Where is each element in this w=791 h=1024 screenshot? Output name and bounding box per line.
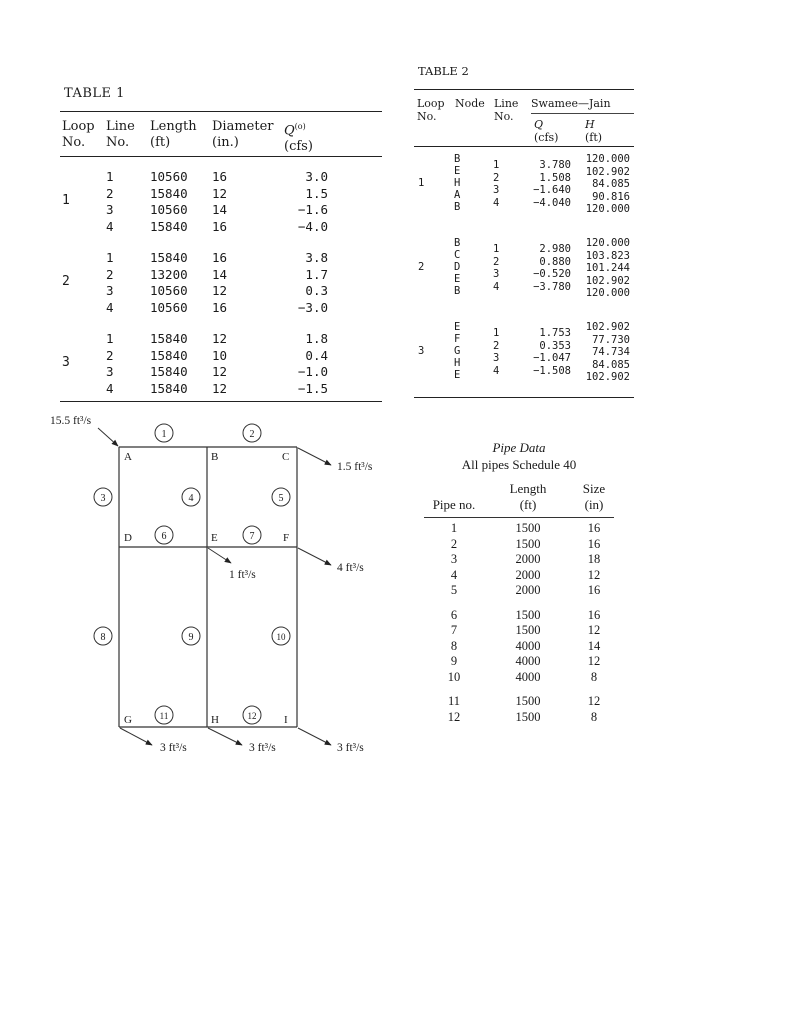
flow-arrows <box>98 428 331 745</box>
pipe-7-label: 7 <box>249 531 255 542</box>
table-1-cell-diameter: 14 <box>212 266 228 282</box>
pipe-9-label: 9 <box>188 632 194 643</box>
pipe-numbers <box>100 429 290 721</box>
table-2-line-no: 3 <box>493 352 500 364</box>
header-diameter-label: Diameter <box>212 119 274 134</box>
header-length-label: Length <box>150 119 197 134</box>
node-d: D <box>124 532 132 544</box>
table-1-cell-diameter: 12 <box>212 283 228 298</box>
t2-header-q-symbol: Q <box>534 118 544 131</box>
table-2-header <box>414 90 634 146</box>
pipe-data-cell-size: 16 <box>587 521 601 535</box>
table-1-cell-diameter: 12 <box>212 380 228 396</box>
pipe-3-label: 3 <box>100 493 106 504</box>
pipe-6-label: 6 <box>161 531 167 542</box>
header-q-unit: (cfs) <box>284 139 313 155</box>
pipe-data-cell-size: 16 <box>587 607 601 622</box>
pipe-network-diagram <box>40 410 410 770</box>
inflow-arrow <box>98 428 118 446</box>
pipe-data-cell-pipe: 3 <box>450 552 458 566</box>
table-2-line-no: 1 <box>493 159 500 171</box>
table-2-h-value: 84.085 <box>592 178 630 190</box>
table-2-loop-number: 2 <box>418 261 425 273</box>
table-2-h-value: 120.000 <box>585 287 630 299</box>
table-1-row <box>60 283 382 299</box>
table-1-cell-q: −1.6 <box>297 202 328 217</box>
table-1-bottom-rule <box>60 401 382 402</box>
header-line-unit: No. <box>106 135 130 150</box>
table-1-row <box>60 331 382 347</box>
table-1-cell-line: 1 <box>106 331 114 346</box>
pipe-data-cell-pipe: 7 <box>450 623 458 637</box>
t2-header-line-label: Line <box>494 97 519 110</box>
table-2-h-value: 120.000 <box>585 153 630 165</box>
pipe-data-row <box>424 568 614 584</box>
table-1-cell-length: 15840 <box>150 380 188 396</box>
pipe-data-row <box>424 694 614 710</box>
inflow-label: 15.5 ft³/s <box>50 415 92 427</box>
table-2-line-no: 1 <box>493 243 500 255</box>
table-2-node: A <box>454 189 461 201</box>
pipe-11-label: 11 <box>159 711 169 721</box>
pipe-data-cell-size: 18 <box>587 552 601 566</box>
pipe-data-row <box>424 623 614 639</box>
pipe-data-cell-size: 12 <box>587 567 601 582</box>
t2-header-h-unit: (ft) <box>585 131 603 144</box>
outflow-arrow-f <box>298 548 331 565</box>
table-2-q-value: −1.640 <box>533 184 571 196</box>
table-2-q-value: −3.780 <box>533 280 571 293</box>
table-2-bottom-rule <box>414 397 634 398</box>
table-1-cell-diameter: 16 <box>212 169 228 184</box>
pipe-data-body <box>424 521 614 725</box>
pipe-12-label: 12 <box>247 711 257 721</box>
t2-header-method: Swamee—Jain <box>531 97 611 110</box>
table-2-line-no: 1 <box>493 327 500 339</box>
table-1-cell-length: 10560 <box>150 169 188 184</box>
pipe-5-label: 5 <box>278 493 284 504</box>
pipe-data-cell-pipe: 12 <box>447 709 461 724</box>
pd-header-length <box>498 481 558 513</box>
table-2-node: E <box>454 165 461 177</box>
table-2-h-value: 90.816 <box>592 190 630 203</box>
t2-header-h <box>585 118 602 144</box>
pipe-data-cell-length: 2000 <box>515 583 541 597</box>
table-1-row <box>60 250 382 266</box>
pipe-data-row <box>424 537 614 553</box>
table-1-cell-diameter: 16 <box>212 299 228 315</box>
table-1-cell-q: −3.0 <box>297 299 328 315</box>
pipe-data-row <box>424 710 614 726</box>
table-2-line-no: 4 <box>493 364 500 377</box>
pipe-data-cell-length: 1500 <box>515 709 541 724</box>
table-2-q-value: −0.520 <box>533 268 571 280</box>
pipe-data-header <box>424 481 614 515</box>
pd-header-length-unit: (ft) <box>519 497 537 512</box>
table-2-line-no: 3 <box>493 268 500 280</box>
table-1-cell-length: 15840 <box>150 331 188 346</box>
table-1-row <box>60 381 382 397</box>
table-2-line-no: 2 <box>493 339 500 352</box>
header-diameter-unit: (in.) <box>212 135 239 150</box>
t2-header-line <box>494 97 518 123</box>
pipe-data-group-gap <box>424 685 614 694</box>
table-1-cell-line: 4 <box>106 380 114 396</box>
outflow-arrow-c <box>298 448 331 465</box>
header-q-symbol: Q <box>284 123 295 139</box>
table-2-h-value: 120.000 <box>585 203 630 215</box>
outflow-arrow-i <box>298 728 331 745</box>
table-2-node: H <box>454 357 461 369</box>
table-2-h-value: 102.902 <box>585 371 630 383</box>
pd-header-size-label: Size <box>582 481 606 496</box>
table-1-cell-diameter: 16 <box>212 218 228 234</box>
node-b: B <box>211 451 219 463</box>
node-e: E <box>211 532 218 544</box>
table-2-h-value: 120.000 <box>585 237 630 249</box>
pipe-data-cell-length: 4000 <box>515 669 541 684</box>
table-1-cell-length: 10560 <box>150 299 188 315</box>
table-2-q-value: 1.753 <box>539 327 571 339</box>
pipe-data-cell-length: 2000 <box>515 567 541 582</box>
pipe-data-row <box>424 521 614 537</box>
table-2-line-no: 4 <box>493 196 500 209</box>
table-1-cell-diameter: 12 <box>212 331 228 346</box>
table-1-cell-line: 3 <box>106 364 114 379</box>
table-2-node: B <box>454 153 461 165</box>
table-2-caption: TABLE 2 <box>418 64 469 78</box>
header-length-unit: (ft) <box>150 135 171 150</box>
t2-header-node: Node <box>455 97 485 110</box>
table-1-cell-diameter: 10 <box>212 347 228 363</box>
pipe-data-row <box>424 639 614 655</box>
pipe-data-cell-size: 12 <box>587 694 601 708</box>
table-2-h-value: 102.902 <box>585 321 630 333</box>
pipe-2-label: 2 <box>249 429 255 440</box>
table-1-cell-q: 3.0 <box>305 169 328 184</box>
table-1-body <box>60 157 382 401</box>
pipe-data-cell-length: 1500 <box>515 521 541 535</box>
pipe-8-label: 8 <box>100 632 106 643</box>
table-2-q-value: 0.353 <box>539 339 571 352</box>
t2-header-loop <box>417 97 445 123</box>
pipe-data-cell-size: 16 <box>587 583 601 597</box>
table-1-cell-length: 15840 <box>150 218 188 234</box>
pipe-data-cell-pipe: 11 <box>447 694 461 708</box>
table-2-q-value: 2.980 <box>539 243 571 255</box>
table-2 <box>414 64 634 398</box>
header-q-superscript: (o) <box>294 122 306 131</box>
pipe-data-cell-size: 12 <box>587 654 601 668</box>
pipe-number-circles <box>94 424 290 724</box>
t2-header-q <box>534 118 558 144</box>
pipe-data-cell-length: 1500 <box>515 536 541 551</box>
table-1-cell-line: 2 <box>106 266 114 282</box>
pipe-data-subtitle: All pipes Schedule 40 <box>461 457 577 472</box>
pipe-data-rule <box>424 517 614 518</box>
pipe-4-label: 4 <box>188 493 194 504</box>
pd-header-size <box>574 481 614 513</box>
pipe-data-row <box>424 583 614 599</box>
outflow-label-c: 1.5 ft³/s <box>337 461 373 473</box>
table-1-row <box>60 267 382 283</box>
table-1-loop-number: 1 <box>62 193 70 208</box>
table-1-cell-diameter: 12 <box>212 185 228 201</box>
table-2-h-value: 74.734 <box>592 346 630 358</box>
table-2-q-value: 0.880 <box>539 255 571 268</box>
table-2-node: E <box>454 273 461 285</box>
pipe-data-cell-pipe: 4 <box>450 567 458 582</box>
pipe-data-cell-length: 4000 <box>515 638 541 653</box>
outflow-label-g: 3 ft³/s <box>160 742 187 754</box>
table-2-node: B <box>454 201 461 213</box>
table-1-cell-line: 1 <box>106 250 114 265</box>
pipe-data-cell-length: 1500 <box>515 694 541 708</box>
table-2-node: D <box>454 261 461 273</box>
table-1-cell-q: −1.5 <box>297 380 328 396</box>
table-1-cell-q: −4.0 <box>297 218 328 234</box>
pipe-data-cell-size: 14 <box>587 638 601 653</box>
pipe-data-row <box>424 552 614 568</box>
table-2-q-value: −1.508 <box>533 364 571 377</box>
table-2-h-value: 102.902 <box>585 274 630 287</box>
outflow-arrow-e <box>208 548 231 563</box>
table-1-row <box>60 300 382 316</box>
table-1-row <box>60 364 382 380</box>
table-2-node: C <box>454 249 461 261</box>
table-1-cell-q: 0.3 <box>305 283 328 298</box>
header-length <box>150 119 197 151</box>
table-1 <box>60 86 382 402</box>
table-1-cell-line: 2 <box>106 185 114 201</box>
pipe-data-cell-pipe: 10 <box>447 669 461 684</box>
table-1-cell-q: 3.8 <box>305 250 328 265</box>
pipe-10-label: 10 <box>276 632 286 642</box>
pipe-data-cell-length: 1500 <box>515 607 541 622</box>
table-1-cell-length: 15840 <box>150 364 188 379</box>
table-1-cell-length: 13200 <box>150 266 188 282</box>
table-1-cell-q: 1.5 <box>305 185 328 201</box>
table-1-cell-line: 3 <box>106 283 114 298</box>
table-1-cell-line: 1 <box>106 169 114 184</box>
table-2-node: F <box>454 333 461 345</box>
pd-header-length-label: Length <box>509 481 547 496</box>
table-1-cell-length: 15840 <box>150 250 188 265</box>
table-2-q-value: 3.780 <box>539 159 571 171</box>
node-h: H <box>211 714 219 726</box>
table-2-node: E <box>454 369 461 381</box>
outflow-arrow-h <box>208 728 242 745</box>
pipe-data-cell-size: 12 <box>587 623 601 637</box>
flow-labels <box>50 415 373 754</box>
table-1-caption: TABLE 1 <box>64 86 125 101</box>
table-2-q-value: 1.508 <box>539 171 571 184</box>
table-1-cell-length: 10560 <box>150 283 188 298</box>
node-i: I <box>284 714 288 726</box>
pipe-data-row <box>424 670 614 686</box>
pipe-data-cell-pipe: 5 <box>450 583 458 597</box>
header-line-no <box>106 119 135 151</box>
table-1-cell-length: 15840 <box>150 185 188 201</box>
table-2-node: B <box>454 285 461 297</box>
table-1-cell-q: 1.7 <box>305 266 328 282</box>
t2-header-line-unit: No. <box>494 110 514 123</box>
table-2-h-value: 77.730 <box>592 333 630 346</box>
table-2-body <box>414 147 634 397</box>
table-1-cell-line: 3 <box>106 202 114 217</box>
t2-header-h-symbol: H <box>585 118 595 131</box>
table-2-node: H <box>454 177 461 189</box>
pipe-data-row <box>424 654 614 670</box>
node-a: A <box>124 451 132 463</box>
table-2-loop-number: 3 <box>418 345 425 357</box>
node-g: G <box>124 714 132 726</box>
pipe-data-cell-size: 16 <box>587 536 601 551</box>
pd-header-size-unit: (in) <box>584 497 604 512</box>
table-1-cell-q: −1.0 <box>297 364 328 379</box>
pd-header-pipe: Pipe no. <box>432 497 476 512</box>
table-1-row <box>60 169 382 185</box>
pipe-data-cell-length: 2000 <box>515 552 541 566</box>
t2-header-loop-label: Loop <box>417 97 445 110</box>
header-loop-no <box>62 119 95 151</box>
pipe-data-cell-pipe: 1 <box>450 521 458 535</box>
t2-header-subrule <box>531 113 634 114</box>
table-2-line-no: 3 <box>493 184 500 196</box>
pipe-data-group-gap <box>424 599 614 608</box>
header-loop-label: Loop <box>62 119 95 134</box>
pipe-data-cell-size: 8 <box>590 669 598 684</box>
table-2-node: E <box>454 321 461 333</box>
table-1-cell-diameter: 14 <box>212 202 228 217</box>
pipe-data-cell-pipe: 2 <box>450 536 458 551</box>
node-c: C <box>282 451 290 463</box>
pipe-lines <box>119 447 297 727</box>
node-f: F <box>283 532 290 544</box>
outflow-label-h: 3 ft³/s <box>249 742 276 754</box>
table-1-cell-q: 1.8 <box>305 331 328 346</box>
table-1-cell-q: 0.4 <box>305 347 328 363</box>
header-q <box>284 119 313 155</box>
pipe-data-cell-pipe: 9 <box>450 654 458 668</box>
pipe-data-cell-length: 4000 <box>515 654 541 668</box>
table-2-h-value: 102.902 <box>585 165 630 178</box>
table-2-q-value: −4.040 <box>533 196 571 209</box>
table-2-h-value: 101.244 <box>585 262 630 274</box>
table-1-cell-length: 15840 <box>150 347 188 363</box>
table-2-node: G <box>454 345 461 357</box>
table-1-cell-line: 4 <box>106 299 114 315</box>
table-2-line-no: 2 <box>493 171 500 184</box>
table-1-row <box>60 348 382 364</box>
table-1-cell-length: 10560 <box>150 202 188 217</box>
table-1-cell-diameter: 12 <box>212 364 228 379</box>
pipe-data-cell-pipe: 6 <box>450 607 458 622</box>
table-2-h-value: 103.823 <box>585 249 630 262</box>
header-diameter <box>212 119 273 151</box>
table-2-h-value: 84.085 <box>592 358 630 371</box>
table-1-loop-number: 2 <box>62 274 70 289</box>
table-1-loop-number: 3 <box>62 355 70 370</box>
table-2-q-value: −1.047 <box>533 352 571 364</box>
table-1-row <box>60 202 382 218</box>
pipe-1-label: 1 <box>161 429 167 440</box>
pipe-data-cell-size: 8 <box>590 709 598 724</box>
table-2-loop-number: 1 <box>418 177 425 189</box>
table-1-cell-diameter: 16 <box>212 250 228 265</box>
table-2-line-no: 4 <box>493 280 500 293</box>
table-1-row <box>60 186 382 202</box>
table-1-header <box>60 112 382 156</box>
pipe-data-table <box>424 440 614 725</box>
table-2-node: B <box>454 237 461 249</box>
header-loop-unit: No. <box>62 135 86 150</box>
outflow-arrow-g <box>120 728 152 745</box>
t2-header-q-unit: (cfs) <box>534 131 559 144</box>
table-1-cell-line: 4 <box>106 218 114 234</box>
outflow-label-e: 1 ft³/s <box>229 569 256 581</box>
header-line-label: Line <box>106 119 135 134</box>
outflow-label-f: 4 ft³/s <box>337 562 364 574</box>
table-1-cell-line: 2 <box>106 347 114 363</box>
table-1-row <box>60 219 382 235</box>
pipe-data-row <box>424 608 614 624</box>
pipe-data-cell-length: 1500 <box>515 623 541 637</box>
pipe-data-title: Pipe Data <box>492 440 546 455</box>
t2-header-loop-unit: No. <box>417 110 437 123</box>
table-2-line-no: 2 <box>493 255 500 268</box>
pipe-data-cell-pipe: 8 <box>450 638 458 653</box>
outflow-label-i: 3 ft³/s <box>337 742 364 754</box>
